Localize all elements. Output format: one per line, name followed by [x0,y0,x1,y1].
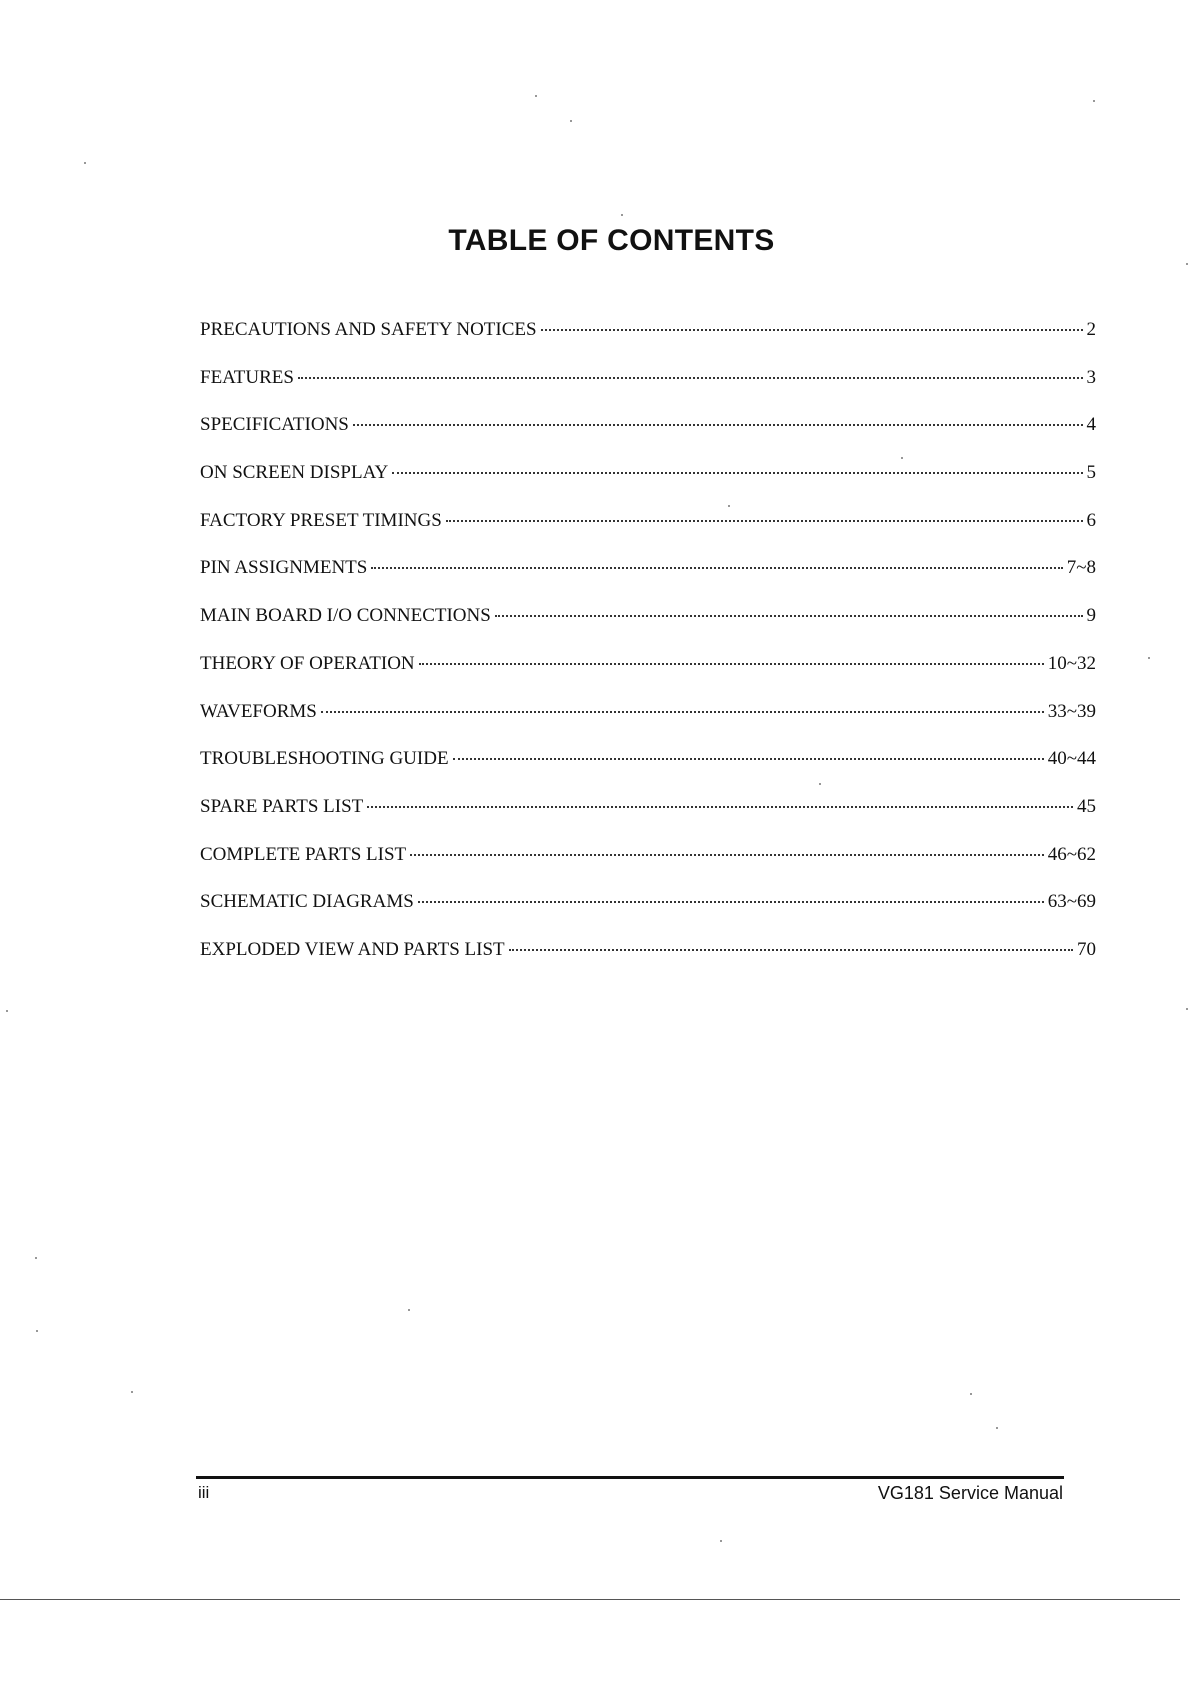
scan-speck [408,1309,410,1311]
dot-leader [410,854,1044,856]
toc-entry [200,795,1096,843]
dot-leader [446,520,1083,522]
toc-entry-label: FEATURES [200,366,294,388]
scan-speck [901,457,903,459]
toc-entry-label: SCHEMATIC DIAGRAMS [200,891,414,913]
toc-entry [200,461,1096,509]
toc-entry-label: EXPLODED VIEW AND PARTS LIST [200,938,505,960]
scan-speck [570,120,572,122]
toc-entry-label: FACTORY PRESET TIMINGS [200,509,442,531]
toc-entry-label: SPARE PARTS LIST [200,795,364,817]
toc-entry [200,604,1096,652]
toc-entry [200,843,1096,891]
dot-leader [371,567,1062,569]
scan-speck [970,1393,972,1395]
toc-entry [200,700,1096,748]
toc-entry-page: 40~44 [1047,748,1096,770]
toc-entry-page: 46~62 [1047,843,1096,865]
toc-entry-label: COMPLETE PARTS LIST [200,843,407,865]
toc-entry-label: MAIN BOARD I/O CONNECTIONS [200,605,491,627]
toc-entry [200,556,1096,604]
dot-leader [367,806,1073,808]
toc-entry [200,747,1096,795]
toc-entry-page: 2 [1086,319,1096,340]
toc-entry [200,413,1096,461]
dot-leader [495,615,1083,617]
scan-speck [1186,263,1188,265]
toc-entry-page: 45 [1077,795,1096,817]
dot-leader [392,472,1082,474]
toc-entry [200,652,1096,700]
toc-entry-page: 70 [1077,938,1096,960]
table-of-contents [200,318,1096,986]
toc-entry [200,938,1096,986]
scan-speck [819,783,821,785]
scan-speck [535,95,537,97]
footer-manual-name: VG181 Service Manual [877,1483,1063,1503]
toc-entry-label: THEORY OF OPERATION [200,652,415,674]
dot-leader [419,663,1044,665]
scan-speck [36,1330,38,1332]
toc-entry-page: 3 [1086,366,1096,388]
dot-leader [298,377,1083,379]
toc-entry-label: ON SCREEN DISPLAY [200,462,389,484]
dot-leader [321,711,1044,713]
dot-leader [453,758,1044,760]
toc-entry-page: 6 [1086,509,1096,531]
dot-leader [353,424,1083,426]
toc-entry-label: PRECAUTIONS AND SAFETY NOTICES [200,319,537,340]
scan-speck [131,1391,133,1393]
scan-speck [1186,1008,1188,1010]
footer-page-number: iii [198,1483,210,1502]
toc-entry-label: PIN ASSIGNMENTS [200,557,368,579]
scan-speck [6,1010,8,1012]
scan-artifact-line [0,1599,1180,1600]
toc-entry-page: 4 [1086,414,1096,436]
page-title: TABLE OF CONTENTS [448,224,775,257]
scan-speck [1093,100,1095,102]
toc-entry-label: TROUBLESHOOTING GUIDE [200,748,449,770]
dot-leader [509,949,1073,951]
scan-speck [1148,657,1150,659]
toc-entry-page: 7~8 [1066,557,1096,579]
toc-entry [200,509,1096,557]
dot-leader [418,901,1044,903]
scan-speck [996,1427,998,1429]
scan-speck [621,214,623,216]
toc-entry [200,318,1096,366]
toc-entry [200,890,1096,938]
dot-leader [541,329,1083,331]
toc-entry-page: 10~32 [1047,652,1096,674]
scan-speck [728,505,730,507]
toc-entry-page: 9 [1086,605,1096,627]
scan-speck [84,162,86,164]
footer-rule [196,1476,1064,1479]
scan-speck [35,1257,37,1259]
toc-entry-page: 33~39 [1047,700,1096,722]
toc-entry-label: SPECIFICATIONS [200,414,349,436]
toc-entry-label: WAVEFORMS [200,700,317,722]
toc-entry [200,366,1096,414]
scan-speck [720,1540,722,1542]
toc-entry-page: 63~69 [1047,891,1096,913]
toc-entry-page: 5 [1086,462,1096,484]
